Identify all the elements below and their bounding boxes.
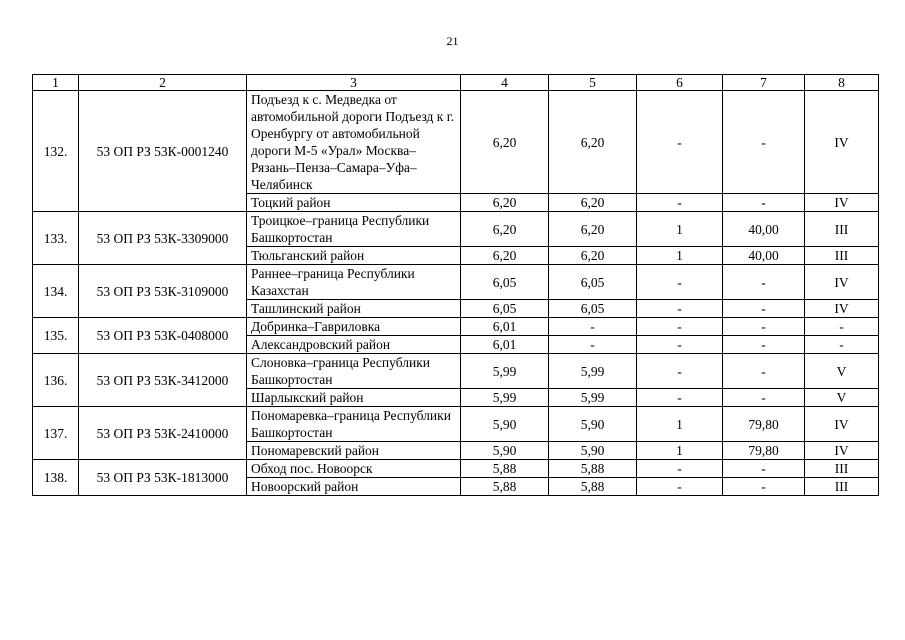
cell-col8: III (805, 478, 879, 496)
page-number: 21 (446, 34, 459, 48)
cell-col6: 1 (637, 247, 723, 265)
cell-col5: 6,05 (549, 265, 637, 300)
cell-col7: - (723, 389, 805, 407)
district-name: Тоцкий район (247, 194, 461, 212)
cell-col8: III (805, 212, 879, 247)
road-name: Обход пос. Новоорск (247, 460, 461, 478)
cell-col4: 6,05 (461, 265, 549, 300)
cell-col8: - (805, 336, 879, 354)
table-row (33, 460, 879, 478)
table-row (33, 354, 879, 389)
cell-col6: 1 (637, 212, 723, 247)
district-name: Тюльганский район (247, 247, 461, 265)
cell-col5: - (549, 336, 637, 354)
cell-col7: - (723, 336, 805, 354)
cell-col6: - (637, 265, 723, 300)
column-header: 6 (637, 75, 723, 91)
cell-col8: V (805, 389, 879, 407)
cell-col7: - (723, 91, 805, 194)
road-code: 53 ОП РЗ 53К-0408000 (79, 318, 247, 354)
cell-col7: 79,80 (723, 407, 805, 442)
cell-col4: 6,01 (461, 318, 549, 336)
cell-col8: IV (805, 194, 879, 212)
cell-col5: 6,05 (549, 300, 637, 318)
cell-col8: IV (805, 91, 879, 194)
cell-col8: - (805, 318, 879, 336)
cell-col4: 6,20 (461, 247, 549, 265)
row-number: 135. (33, 318, 79, 354)
cell-col4: 6,20 (461, 194, 549, 212)
cell-col7: - (723, 300, 805, 318)
road-name: Пономаревка–граница Республики Башкортостан (247, 407, 461, 442)
road-code: 53 ОП РЗ 53К-1813000 (79, 460, 247, 496)
row-number: 134. (33, 265, 79, 318)
cell-col4: 5,99 (461, 389, 549, 407)
road-name: Добринка–Гавриловка (247, 318, 461, 336)
cell-col5: 5,88 (549, 478, 637, 496)
cell-col4: 5,99 (461, 354, 549, 389)
cell-col5: 5,88 (549, 460, 637, 478)
cell-col6: - (637, 354, 723, 389)
row-number: 136. (33, 354, 79, 407)
cell-col4: 5,88 (461, 478, 549, 496)
road-code: 53 ОП РЗ 53К-3109000 (79, 265, 247, 318)
column-header: 8 (805, 75, 879, 91)
row-number: 132. (33, 91, 79, 212)
cell-col5: 6,20 (549, 247, 637, 265)
cell-col7: - (723, 265, 805, 300)
cell-col4: 6,01 (461, 336, 549, 354)
column-header: 2 (79, 75, 247, 91)
column-header: 7 (723, 75, 805, 91)
district-name: Шарлыкский район (247, 389, 461, 407)
cell-col8: IV (805, 407, 879, 442)
roads-table (32, 74, 879, 496)
cell-col4: 6,20 (461, 212, 549, 247)
table-row (33, 212, 879, 247)
district-name: Ташлинский район (247, 300, 461, 318)
cell-col4: 5,90 (461, 442, 549, 460)
cell-col7: 40,00 (723, 247, 805, 265)
cell-col6: - (637, 389, 723, 407)
cell-col7: - (723, 194, 805, 212)
road-code: 53 ОП РЗ 53К-3309000 (79, 212, 247, 265)
cell-col6: - (637, 478, 723, 496)
cell-col4: 6,20 (461, 91, 549, 194)
cell-col6: - (637, 300, 723, 318)
cell-col4: 6,05 (461, 300, 549, 318)
cell-col4: 5,88 (461, 460, 549, 478)
cell-col4: 5,90 (461, 407, 549, 442)
cell-col6: - (637, 460, 723, 478)
cell-col6: - (637, 336, 723, 354)
row-number: 137. (33, 407, 79, 460)
column-header: 1 (33, 75, 79, 91)
cell-col7: - (723, 460, 805, 478)
cell-col5: 6,20 (549, 91, 637, 194)
cell-col7: - (723, 354, 805, 389)
district-name: Пономаревский район (247, 442, 461, 460)
cell-col5: - (549, 318, 637, 336)
cell-col8: IV (805, 300, 879, 318)
cell-col6: 1 (637, 407, 723, 442)
road-name: Подъезд к с. Медведка от автомобильной дороги Подъезд к г. Оренбургу от автомобильной дороги М-5 «Урал» Москва–Рязань–Пенза–Самара–Уфа–Челябинск (247, 91, 461, 194)
cell-col8: IV (805, 265, 879, 300)
cell-col5: 6,20 (549, 194, 637, 212)
cell-col5: 5,90 (549, 442, 637, 460)
road-code: 53 ОП РЗ 53К-0001240 (79, 91, 247, 212)
district-name: Новоорский район (247, 478, 461, 496)
cell-col7: 40,00 (723, 212, 805, 247)
cell-col6: - (637, 91, 723, 194)
cell-col7: - (723, 318, 805, 336)
row-number: 133. (33, 212, 79, 265)
table-row (33, 91, 879, 194)
header-row (33, 75, 879, 91)
column-header: 3 (247, 75, 461, 91)
cell-col8: IV (805, 442, 879, 460)
road-code: 53 ОП РЗ 53К-2410000 (79, 407, 247, 460)
road-name: Раннее–граница Республики Казахстан (247, 265, 461, 300)
column-header: 5 (549, 75, 637, 91)
road-name: Слоновка–граница Республики Башкортостан (247, 354, 461, 389)
cell-col5: 5,90 (549, 407, 637, 442)
row-number: 138. (33, 460, 79, 496)
cell-col6: 1 (637, 442, 723, 460)
district-name: Александровский район (247, 336, 461, 354)
cell-col5: 5,99 (549, 354, 637, 389)
cell-col6: - (637, 194, 723, 212)
cell-col8: III (805, 247, 879, 265)
road-name: Троицкое–граница Республики Башкортостан (247, 212, 461, 247)
table-row (33, 318, 879, 336)
cell-col5: 5,99 (549, 389, 637, 407)
road-code: 53 ОП РЗ 53К-3412000 (79, 354, 247, 407)
cell-col8: V (805, 354, 879, 389)
cell-col6: - (637, 318, 723, 336)
table-row (33, 265, 879, 300)
cell-col7: - (723, 478, 805, 496)
table-row (33, 407, 879, 442)
cell-col7: 79,80 (723, 442, 805, 460)
column-header: 4 (461, 75, 549, 91)
cell-col5: 6,20 (549, 212, 637, 247)
cell-col8: III (805, 460, 879, 478)
